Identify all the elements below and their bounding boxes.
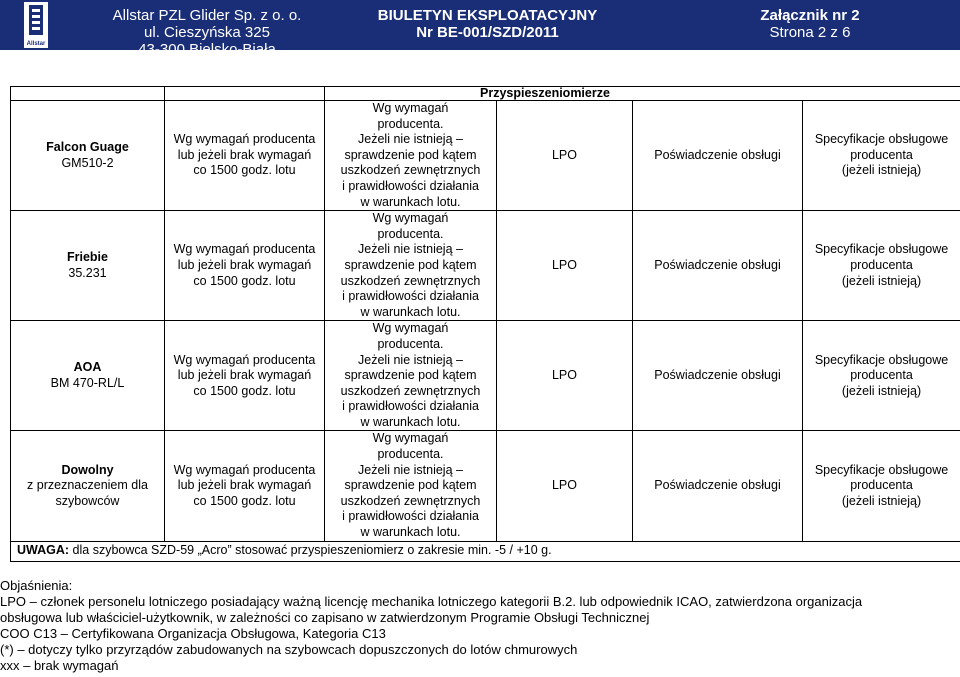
- performer-cell: LPO: [497, 321, 633, 431]
- section-header-row: [11, 87, 960, 101]
- performer-cell: LPO: [497, 101, 633, 211]
- bulletin-number: Nr BE-001/SZD/2011: [416, 24, 559, 41]
- document-cell: Poświadczenie obsługi: [633, 211, 803, 321]
- legend-line: COO C13 – Certyfikowana Organizacja Obsługowa, Kategoria C13: [0, 626, 386, 641]
- note-label: UWAGA:: [17, 543, 70, 558]
- company-city: 43-300 Bielsko-Biała: [138, 41, 276, 58]
- legend-title: Objaśnienia:: [0, 578, 73, 593]
- table-row: [11, 101, 960, 211]
- document-cell: Poświadczenie obsługi: [633, 431, 803, 541]
- interval-cell: Wg wymagań producenta lub jeżeli brak wymagań co 1500 godz. lotu: [165, 101, 325, 211]
- spec-cell: Specyfikacje obsługowe producenta (jeżeli istnieją): [803, 321, 960, 431]
- document-cell: Poświadczenie obsługi: [633, 321, 803, 431]
- spec-cell: Specyfikacje obsługowe producenta (jeżeli istnieją): [803, 211, 960, 321]
- instrument-cell: Dowolny z przeznaczeniem dla szybowców: [11, 431, 165, 541]
- page-indicator: Strona 2 z 6: [769, 24, 851, 41]
- document-header: [0, 0, 960, 58]
- table-row: [11, 211, 960, 321]
- legend-line: (*) – dotyczy tylko przyrządów zabudowanych na szybowcach dopuszczonych do lotów chmurowych: [0, 642, 578, 657]
- interval-cell: Wg wymagań producenta lub jeżeli brak wymagań co 1500 godz. lotu: [165, 431, 325, 541]
- allstar-logo: [24, 2, 48, 48]
- logo-text: Allstar: [26, 41, 46, 47]
- company-name: Allstar PZL Glider Sp. z o. o.: [112, 7, 302, 24]
- bulletin-title: BIULETYN EKSPLOATACYJNY: [377, 7, 598, 24]
- performer-cell: LPO: [497, 431, 633, 541]
- attachment-block: [700, 7, 920, 41]
- legend-line: LPO – członek personelu lotniczego posiadający ważną licencję mechanika lotniczego kategorii B.2. lub odpowiednik ICAO, zatwierdzona organizacja: [0, 594, 863, 609]
- check-cell: Wg wymagań producenta. Jeżeli nie istnieją – sprawdzenie pod kątem uszkodzeń zewnętrznych i prawidłowości działania w warunkach lotu.: [325, 431, 497, 541]
- instrument-table: [10, 86, 960, 562]
- spec-cell: Specyfikacje obsługowe producenta (jeżeli istnieją): [803, 431, 960, 541]
- check-cell: Wg wymagań producenta. Jeżeli nie istnieją – sprawdzenie pod kątem uszkodzeń zewnętrznych i prawidłowości działania w warunkach lotu.: [325, 321, 497, 431]
- document-cell: Poświadczenie obsługi: [633, 101, 803, 211]
- interval-cell: Wg wymagań producenta lub jeżeli brak wymagań co 1500 godz. lotu: [165, 211, 325, 321]
- legend-line: xxx – brak wymagań: [0, 658, 119, 673]
- instrument-cell: Friebie 35.231: [11, 211, 165, 321]
- section-title: Przyspieszeniomierze: [325, 87, 960, 101]
- bulletin-title-block: [360, 7, 615, 41]
- performer-cell: LPO: [497, 211, 633, 321]
- instrument-cell: Falcon Guage GM510-2: [11, 101, 165, 211]
- note-text: dla szybowca SZD-59 „Acro” stosować przyspieszeniomierz o zakresie min. -5 / +10 g.: [69, 543, 552, 558]
- attachment-title: Załącznik nr 2: [760, 7, 860, 24]
- note-cell: [11, 541, 960, 561]
- table-row: [11, 431, 960, 541]
- legend-line: obsługowa lub właściciel-użytkownik, w zależności co zapisano w zatwierdzonym Programie Obsługi Technicznej: [0, 610, 650, 625]
- logo-mark-icon: [29, 5, 43, 35]
- interval-cell: Wg wymagań producenta lub jeżeli brak wymagań co 1500 godz. lotu: [165, 321, 325, 431]
- check-cell: Wg wymagań producenta. Jeżeli nie istnieją – sprawdzenie pod kątem uszkodzeń zewnętrznych i prawidłowości działania w warunkach lotu.: [325, 211, 497, 321]
- table-row: [11, 321, 960, 431]
- instrument-cell: AOA BM 470-RL/L: [11, 321, 165, 431]
- company-address: [96, 7, 318, 58]
- check-cell: Wg wymagań producenta. Jeżeli nie istnieją – sprawdzenie pod kątem uszkodzeń zewnętrznych i prawidłowości działania w warunkach lotu.: [325, 101, 497, 211]
- legend: [0, 578, 960, 674]
- company-street: ul. Cieszyńska 325: [144, 24, 270, 41]
- spec-cell: Specyfikacje obsługowe producenta (jeżeli istnieją): [803, 101, 960, 211]
- note-row: [11, 541, 960, 561]
